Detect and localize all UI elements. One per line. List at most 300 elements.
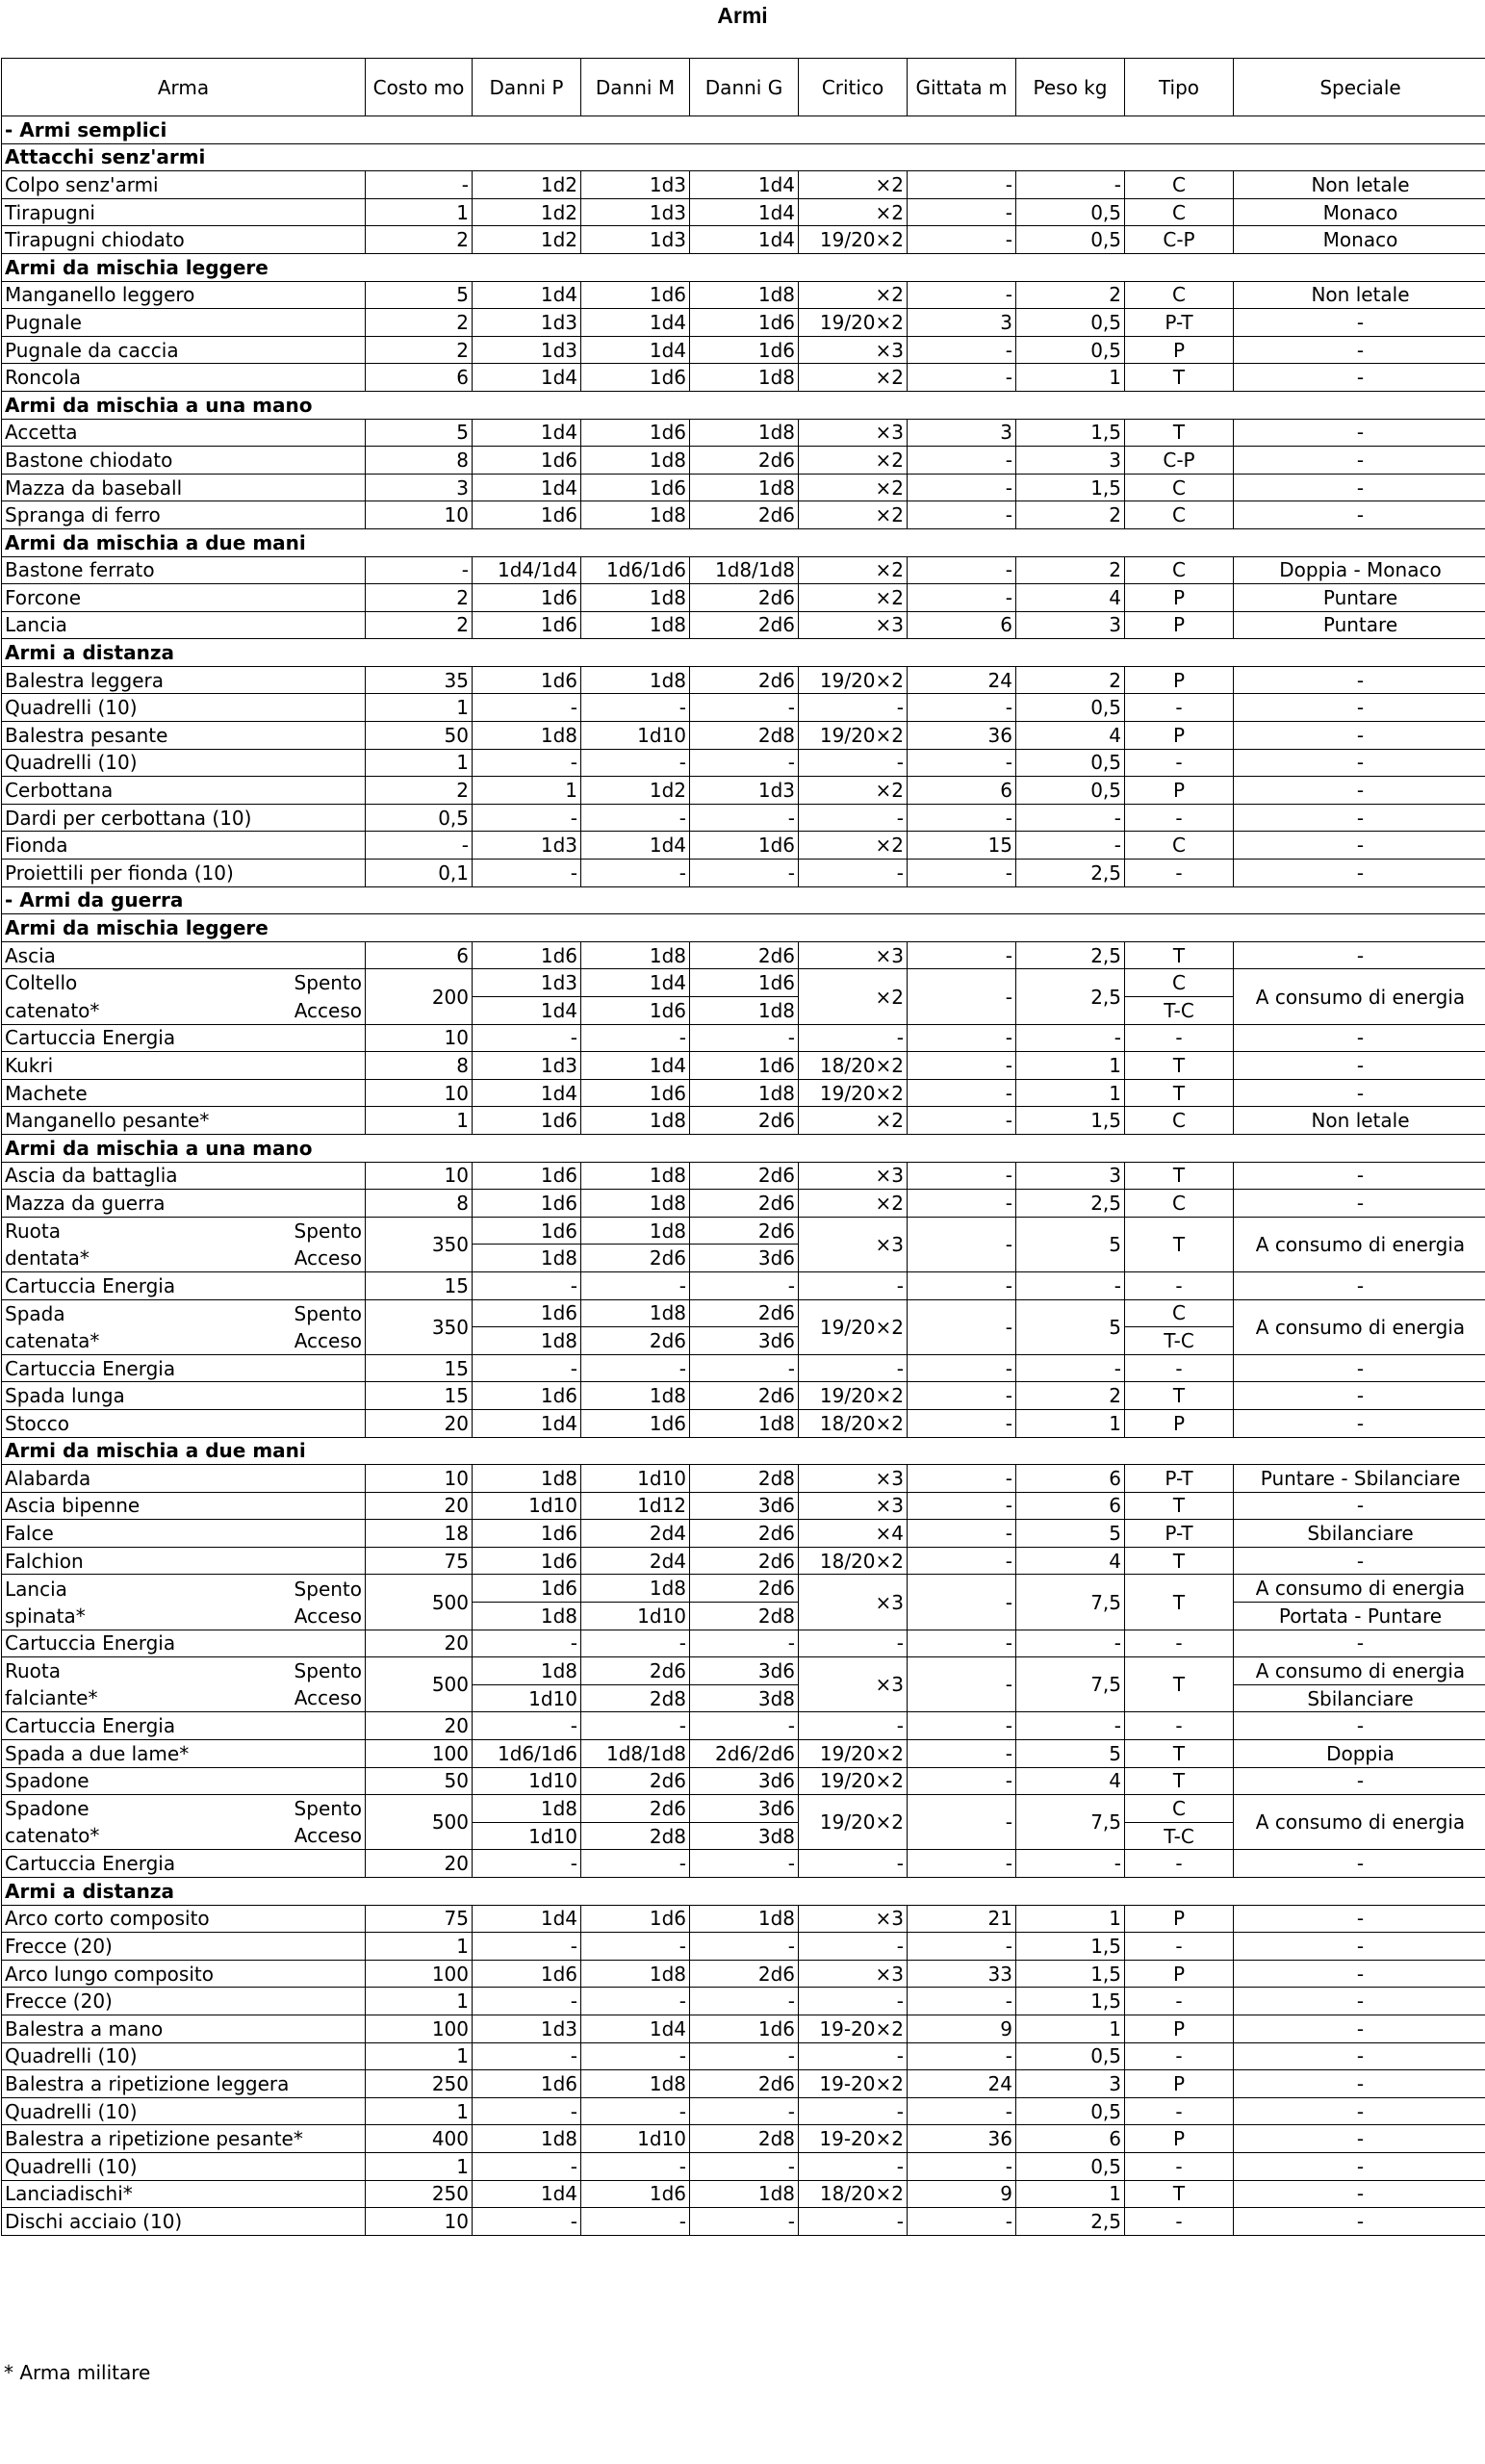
table-cell: 2d6 [690, 1575, 799, 1603]
table-cell: - [908, 804, 1016, 832]
table-cell: 18/20×2 [799, 1409, 908, 1437]
table-cell: 1d6 [690, 309, 799, 337]
table-cell: 1,5 [1016, 1107, 1125, 1135]
mode-label: Acceso [294, 1245, 362, 1270]
table-row [2, 1107, 1485, 1135]
table-cell: 100 [366, 1740, 473, 1768]
table-cell: A consumo di energia [1234, 1795, 1485, 1850]
table-cell: - [581, 2097, 690, 2125]
weapon-name: Cartuccia Energia [2, 1354, 366, 1382]
weapon-name: Mazza da baseball [2, 474, 366, 501]
table-cell: 1d6 [690, 969, 799, 997]
table-cell: 1d10 [473, 1492, 581, 1520]
weapon-name: Roncola [2, 364, 366, 392]
table-cell: - [1125, 1850, 1234, 1878]
table-cell: 1d4 [581, 309, 690, 337]
table-cell: 4 [1016, 1547, 1125, 1575]
table-cell: 1d6 [690, 336, 799, 364]
table-cell: - [799, 694, 908, 722]
table-cell: - [1234, 419, 1485, 447]
section-heading: Armi da mischia a una mano [2, 391, 1485, 419]
table-row [2, 941, 1485, 969]
weapon-name-part: Ruota [5, 1219, 62, 1243]
weapon-name: Fionda [2, 832, 366, 860]
table-cell: - [1234, 336, 1485, 364]
table-cell: - [799, 1271, 908, 1299]
weapon-name [2, 1245, 366, 1272]
table-cell: - [799, 860, 908, 887]
table-cell: T [1125, 1052, 1234, 1080]
table-cell: C [1125, 1107, 1234, 1135]
table-cell: - [1234, 1052, 1485, 1080]
section-heading: Armi a distanza [2, 1878, 1485, 1906]
table-cell: - [1125, 2152, 1234, 2180]
table-cell: - [799, 2097, 908, 2125]
table-cell: - [690, 860, 799, 887]
table-cell: T [1125, 1162, 1234, 1190]
table-cell: 0,5 [1016, 2152, 1125, 2180]
table-cell: P [1125, 1409, 1234, 1437]
table-cell: - [473, 1850, 581, 1878]
table-cell: - [1234, 2152, 1485, 2180]
table-cell: 20 [366, 1712, 473, 1740]
table-cell: 1d6 [473, 584, 581, 612]
table-cell: 350 [366, 1299, 473, 1354]
weapon-name: Spadone [2, 1767, 366, 1795]
weapon-name: Balestra a mano [2, 2015, 366, 2042]
table-cell: 2 [366, 226, 473, 254]
table-cell: - [581, 1712, 690, 1740]
table-row [2, 309, 1485, 337]
table-cell: - [908, 694, 1016, 722]
table-cell: 1d8 [581, 501, 690, 529]
table-row [2, 474, 1485, 501]
section-row [2, 639, 1485, 667]
table-cell: T [1125, 1657, 1234, 1712]
table-cell: - [908, 1162, 1016, 1190]
table-cell: - [908, 1465, 1016, 1493]
weapon-name: Pugnale [2, 309, 366, 337]
table-cell: C [1125, 281, 1234, 309]
table-row [2, 447, 1485, 475]
table-cell: - [799, 1933, 908, 1961]
weapon-name-part: Ruota [5, 1659, 62, 1683]
table-cell: 3 [908, 309, 1016, 337]
table-cell: 0,5 [1016, 2042, 1125, 2070]
table-cell: C [1125, 969, 1234, 997]
table-cell: - [908, 941, 1016, 969]
table-cell: - [908, 281, 1016, 309]
table-cell: - [581, 860, 690, 887]
table-cell: 2 [1016, 501, 1125, 529]
table-cell: - [1016, 1630, 1125, 1657]
table-cell: - [1234, 1905, 1485, 1933]
table-cell: 3d6 [690, 1657, 799, 1685]
table-cell: 6 [366, 941, 473, 969]
table-cell: - [366, 171, 473, 199]
table-cell: - [1234, 1190, 1485, 1218]
table-cell: 1d10 [581, 2125, 690, 2153]
table-cell: - [908, 969, 1016, 1024]
table-cell: ×2 [799, 556, 908, 584]
table-cell: P [1125, 611, 1234, 639]
table-row [2, 281, 1485, 309]
table-cell: 2,5 [1016, 969, 1125, 1024]
mode-label: Acceso [294, 1604, 362, 1628]
table-cell: - [581, 694, 690, 722]
table-cell: 2d4 [581, 1547, 690, 1575]
table-cell: 2d8 [690, 722, 799, 750]
table-cell: 0,1 [366, 860, 473, 887]
table-cell: 1d8 [473, 1603, 581, 1630]
table-cell: 1 [366, 2042, 473, 2070]
table-cell: 1d8 [581, 1575, 690, 1603]
weapon-name: Tirapugni chiodato [2, 226, 366, 254]
table-cell: T [1125, 1740, 1234, 1768]
table-cell: 2 [366, 309, 473, 337]
table-cell: 2d6 [690, 1217, 799, 1245]
table-cell: 1d4 [581, 2015, 690, 2042]
table-cell: 2d6 [581, 1245, 690, 1272]
table-cell: - [581, 1933, 690, 1961]
table-cell: 1d8 [581, 1382, 690, 1410]
table-cell: - [1234, 2208, 1485, 2236]
table-cell: C [1125, 556, 1234, 584]
table-cell: 2 [1016, 666, 1125, 694]
table-cell: 1d4 [473, 364, 581, 392]
weapon-name [2, 1603, 366, 1630]
table-cell: 0,5 [1016, 226, 1125, 254]
table-cell: 1d6 [473, 2070, 581, 2098]
table-cell: 1d4 [581, 336, 690, 364]
header-row [2, 59, 1485, 116]
table-cell: - [1016, 1712, 1125, 1740]
section-row [2, 253, 1485, 281]
table-cell: 19/20×2 [799, 666, 908, 694]
table-cell: 1d6 [473, 501, 581, 529]
table-cell: 1d8 [690, 419, 799, 447]
table-cell: 2d6 [690, 1299, 799, 1327]
table-cell: 1d3 [473, 309, 581, 337]
table-cell: - [690, 1850, 799, 1878]
table-cell: - [799, 1850, 908, 1878]
section-heading: Armi da mischia leggere [2, 914, 1485, 942]
weapon-name: Lancia [2, 611, 366, 639]
table-cell: 19/20×2 [799, 226, 908, 254]
table-row [2, 171, 1485, 199]
table-cell: C [1125, 198, 1234, 226]
table-cell: 1d8 [690, 474, 799, 501]
table-cell: ×3 [799, 336, 908, 364]
table-cell: 500 [366, 1575, 473, 1630]
weapon-name: Accetta [2, 419, 366, 447]
weapon-name-part: Spada [5, 1301, 65, 1325]
weapon-name [2, 1299, 366, 1327]
table-cell: 6 [1016, 1465, 1125, 1493]
table-row [2, 2042, 1485, 2070]
table-cell: - [1234, 722, 1485, 750]
table-row [2, 694, 1485, 722]
table-cell: - [1234, 1382, 1485, 1410]
table-cell: 2d8 [690, 1465, 799, 1493]
section-heading: - Armi semplici [2, 116, 1485, 144]
mode-label: Spento [294, 1219, 362, 1243]
table-cell: 2 [366, 777, 473, 805]
table-cell: - [581, 1024, 690, 1052]
weapon-name: Mazza da guerra [2, 1190, 366, 1218]
table-cell: 1d6/1d6 [473, 1740, 581, 1768]
table-cell: - [908, 364, 1016, 392]
table-cell: 1d8 [473, 722, 581, 750]
table-row [2, 1217, 1485, 1245]
table-row [2, 1162, 1485, 1190]
table-cell: - [473, 1024, 581, 1052]
table-cell: 1d8 [473, 1327, 581, 1355]
header-cell: Speciale [1234, 59, 1485, 116]
header-cell: Danni G [690, 59, 799, 116]
table-cell: 1 [366, 198, 473, 226]
weapon-name: Balestra leggera [2, 666, 366, 694]
weapon-name [2, 1327, 366, 1355]
table-cell: - [908, 1024, 1016, 1052]
weapon-name: Alabarda [2, 1465, 366, 1493]
table-cell: ×3 [799, 1960, 908, 1988]
weapon-name: Lanciadischi* [2, 2180, 366, 2208]
table-cell: - [908, 1575, 1016, 1630]
table-cell: - [581, 1354, 690, 1382]
table-cell: 2d8 [690, 1603, 799, 1630]
table-cell: 19/20×2 [799, 1795, 908, 1850]
table-cell: 2d8 [581, 1684, 690, 1712]
table-cell: - [908, 1657, 1016, 1712]
table-cell: - [1234, 1354, 1485, 1382]
table-cell: - [690, 1988, 799, 2015]
table-cell: - [690, 2042, 799, 2070]
table-cell: - [799, 2208, 908, 2236]
table-cell: C [1125, 1299, 1234, 1327]
table-cell: P [1125, 722, 1234, 750]
table-cell: 3 [366, 474, 473, 501]
table-cell: - [908, 1850, 1016, 1878]
table-cell: C [1125, 501, 1234, 529]
table-cell: 2,5 [1016, 860, 1125, 887]
table-row-sub [2, 1603, 1485, 1630]
table-cell: 3d8 [690, 1684, 799, 1712]
weapon-name: Spada lunga [2, 1382, 366, 1410]
table-cell: 3d6 [690, 1327, 799, 1355]
table-cell: 250 [366, 2070, 473, 2098]
table-cell: - [690, 1354, 799, 1382]
table-cell: 250 [366, 2180, 473, 2208]
table-cell: - [1016, 804, 1125, 832]
table-cell: 9 [908, 2015, 1016, 2042]
mode-label: Spento [294, 971, 362, 995]
table-cell: ×3 [799, 1492, 908, 1520]
weapon-name: Quadrelli (10) [2, 749, 366, 777]
table-cell: P-T [1125, 1465, 1234, 1493]
header-cell: Danni M [581, 59, 690, 116]
mode-label: Spento [294, 1301, 362, 1325]
table-cell: 2d6 [690, 1960, 799, 1988]
table-cell: ×2 [799, 832, 908, 860]
table-cell: 4 [1016, 584, 1125, 612]
table-cell: 1d6 [581, 2180, 690, 2208]
table-cell: 3 [908, 419, 1016, 447]
table-cell: 1 [366, 2097, 473, 2125]
table-cell: 1d8 [581, 666, 690, 694]
table-cell: - [473, 749, 581, 777]
table-cell: - [1234, 1079, 1485, 1107]
table-cell: 1d3 [581, 226, 690, 254]
table-cell: ×2 [799, 198, 908, 226]
table-cell: P [1125, 336, 1234, 364]
table-cell: - [799, 804, 908, 832]
table-cell: 1 [1016, 1079, 1125, 1107]
section-row [2, 528, 1485, 556]
table-row [2, 1190, 1485, 1218]
table-row [2, 1850, 1485, 1878]
table-cell: T [1125, 1492, 1234, 1520]
weapon-name: Falchion [2, 1547, 366, 1575]
header-cell: Peso kg [1016, 59, 1125, 116]
table-row [2, 1382, 1485, 1410]
table-row [2, 1988, 1485, 2015]
table-cell: ×3 [799, 611, 908, 639]
table-cell: - [1125, 804, 1234, 832]
table-cell: A consumo di energia [1234, 969, 1485, 1024]
table-cell: 9 [908, 2180, 1016, 2208]
table-cell: 10 [366, 1024, 473, 1052]
table-row [2, 1547, 1485, 1575]
table-cell: 1d4 [690, 226, 799, 254]
table-cell: - [473, 2097, 581, 2125]
table-cell: 2d6 [690, 447, 799, 475]
table-cell: - [1016, 1271, 1125, 1299]
weapon-name: Machete [2, 1079, 366, 1107]
weapon-name: Kukri [2, 1052, 366, 1080]
table-cell: - [1234, 2070, 1485, 2098]
table-cell: - [581, 2042, 690, 2070]
table-cell: Non letale [1234, 1107, 1485, 1135]
table-cell: ×3 [799, 941, 908, 969]
weapon-name: Balestra a ripetizione leggera [2, 2070, 366, 2098]
table-cell: 19/20×2 [799, 309, 908, 337]
table-row [2, 969, 1485, 997]
table-cell: ×2 [799, 474, 908, 501]
weapon-name: Ascia [2, 941, 366, 969]
table-cell: - [908, 1988, 1016, 2015]
table-cell: 1 [366, 694, 473, 722]
table-cell: 1d8 [690, 1409, 799, 1437]
table-cell: 1d8 [581, 447, 690, 475]
weapon-name: Dischi acciaio (10) [2, 2208, 366, 2236]
table-cell: - [908, 474, 1016, 501]
table-cell: 1d12 [581, 1492, 690, 1520]
section-row [2, 1134, 1485, 1162]
table-cell: ×2 [799, 281, 908, 309]
table-cell: 1d8 [581, 1107, 690, 1135]
table-cell: - [1234, 447, 1485, 475]
table-cell: 5 [1016, 1740, 1125, 1768]
table-cell: 1d8 [581, 941, 690, 969]
table-cell: ×2 [799, 584, 908, 612]
table-cell: P-T [1125, 309, 1234, 337]
table-cell: 5 [1016, 1520, 1125, 1548]
table-cell: - [473, 860, 581, 887]
table-row [2, 611, 1485, 639]
table-cell: - [1125, 1712, 1234, 1740]
table-row [2, 777, 1485, 805]
weapon-name: Tirapugni [2, 198, 366, 226]
table-cell: 10 [366, 2208, 473, 2236]
table-cell: 1d6 [473, 447, 581, 475]
table-cell: 1d6 [690, 1052, 799, 1080]
table-cell: 1d8 [581, 1162, 690, 1190]
table-cell: Portata - Puntare [1234, 1603, 1485, 1630]
table-cell: 1d8/1d8 [690, 556, 799, 584]
table-row [2, 2125, 1485, 2153]
table-cell: 2,5 [1016, 2208, 1125, 2236]
table-cell: - [799, 749, 908, 777]
table-cell: - [908, 1933, 1016, 1961]
table-cell: 10 [366, 1465, 473, 1493]
table-cell: C-P [1125, 226, 1234, 254]
table-cell: T-C [1125, 1327, 1234, 1355]
table-cell: 1d6 [581, 364, 690, 392]
weapon-name: Manganello pesante* [2, 1107, 366, 1135]
table-row [2, 1905, 1485, 1933]
table-cell: - [1125, 1630, 1234, 1657]
table-cell: 24 [908, 2070, 1016, 2098]
weapon-name: Dardi per cerbottana (10) [2, 804, 366, 832]
table-cell: 2d8 [581, 1822, 690, 1850]
table-cell: 2d6/2d6 [690, 1740, 799, 1768]
table-cell: - [690, 2097, 799, 2125]
weapon-name: Cartuccia Energia [2, 1630, 366, 1657]
table-cell: 1d6 [473, 1575, 581, 1603]
table-cell: - [473, 2208, 581, 2236]
table-cell: P [1125, 2015, 1234, 2042]
section-heading: - Armi da guerra [2, 886, 1485, 914]
table-cell: P [1125, 2125, 1234, 2153]
weapon-name: Cartuccia Energia [2, 1850, 366, 1878]
table-row [2, 336, 1485, 364]
table-cell: - [581, 804, 690, 832]
table-cell: - [473, 2042, 581, 2070]
section-row [2, 391, 1485, 419]
table-cell: 5 [1016, 1299, 1125, 1354]
table-cell: 19-20×2 [799, 2015, 908, 2042]
table-cell: 7,5 [1016, 1795, 1125, 1850]
table-cell: - [1234, 1492, 1485, 1520]
table-cell: - [908, 171, 1016, 199]
table-cell: - [1016, 832, 1125, 860]
table-cell: - [473, 1712, 581, 1740]
table-cell: - [690, 2208, 799, 2236]
table-row [2, 1024, 1485, 1052]
table-cell: - [1234, 1162, 1485, 1190]
table-cell: 20 [366, 1409, 473, 1437]
table-cell: 1,5 [1016, 474, 1125, 501]
table-row [2, 832, 1485, 860]
table-cell: - [908, 1795, 1016, 1850]
table-row [2, 2208, 1485, 2236]
table-cell: 1 [366, 1933, 473, 1961]
table-cell: 2 [366, 611, 473, 639]
table-cell: 1d6 [581, 997, 690, 1025]
weapon-name: Frecce (20) [2, 1988, 366, 2015]
table-cell: 0,5 [1016, 694, 1125, 722]
